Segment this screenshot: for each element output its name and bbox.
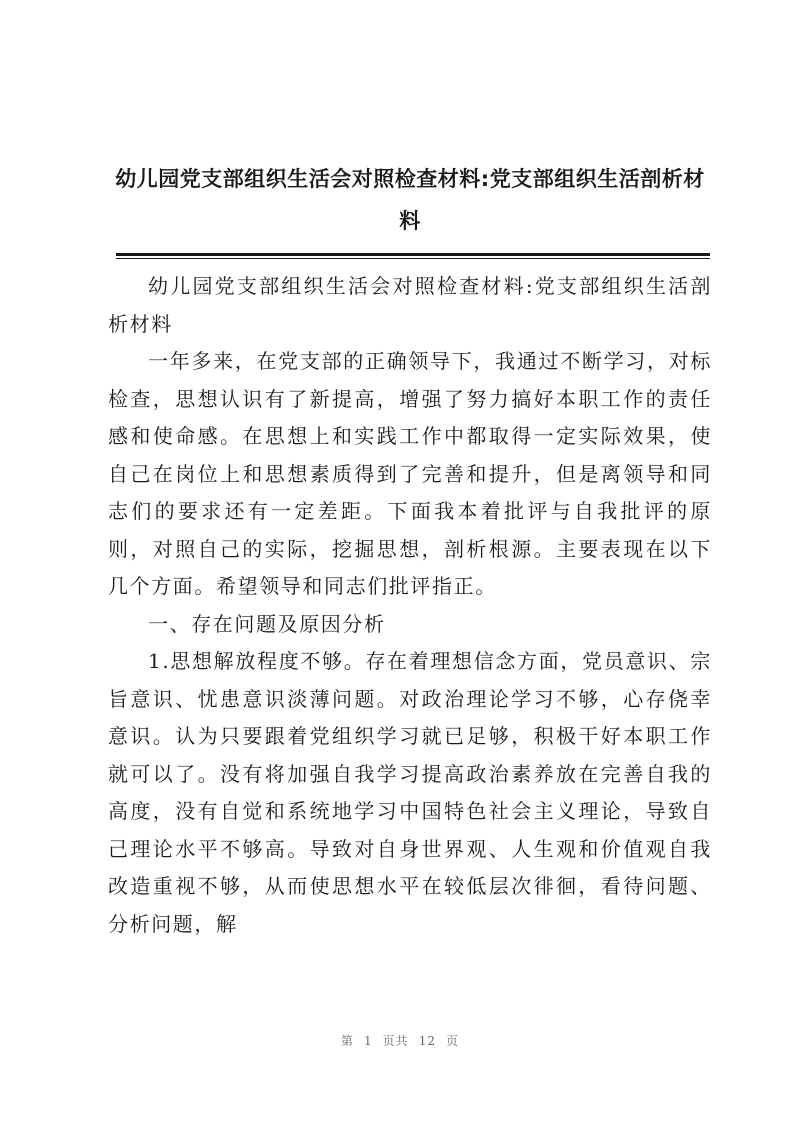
title-divider-thick (116, 253, 710, 256)
footer-middle: 页共 (382, 1034, 409, 1048)
paragraph-intro: 一年多来，在党支部的正确领导下，我通过不断学习，对标检查，思想认识有了新提高，增强了努力搞好本职工作的责任感和使命感。在思想上和实践工作中都取得一定实际效果，使自己在岗位上和思想素质得到了完善和提升，但是离领导和同志们的要求还有一定差距。下面我本着批评与自我批评的原则，对照自己的实际，挖掘思想，剖析根源。主要表现在以下几个方面。希望领导和同志们批评指正。 (108, 349, 712, 598)
paragraph-item-1: 1.思想解放程度不够。存在着理想信念方面，党员意识、宗旨意识、忧患意识淡薄问题。对政治理论学习不够，心存侥幸意识。认为只要跟着党组织学习就已足够，积极干好本职工作就可以了。没有将加强自我学习提高政治素养放在完善自我的高度，没有自觉和系统地学习中国特色社会主义理论，导致自己理论水平不够高。导致对自身世界观、人生观和价值观自我改造重视不够，从而使思想水平在较低层次徘徊，看待问题、分析问题，解 (108, 649, 712, 936)
footer-total-pages: 12 (418, 1034, 436, 1048)
paragraph-heading-repeat: 幼儿园党支部组织生活会对照检查材料:党支部组织生活剖析材料 (108, 274, 712, 336)
title-divider-thin (116, 258, 710, 259)
footer-suffix: 页 (445, 1034, 459, 1048)
document-title: 幼儿园党支部组织生活会对照检查材料:党支部组织生活剖析材料 (115, 167, 705, 233)
page-footer (0, 1032, 800, 1049)
section-heading: 一、存在问题及原因分析 (148, 611, 386, 636)
footer-prefix: 第 (341, 1034, 355, 1048)
footer-page-number: 1 (364, 1034, 373, 1048)
document-body (108, 268, 712, 943)
